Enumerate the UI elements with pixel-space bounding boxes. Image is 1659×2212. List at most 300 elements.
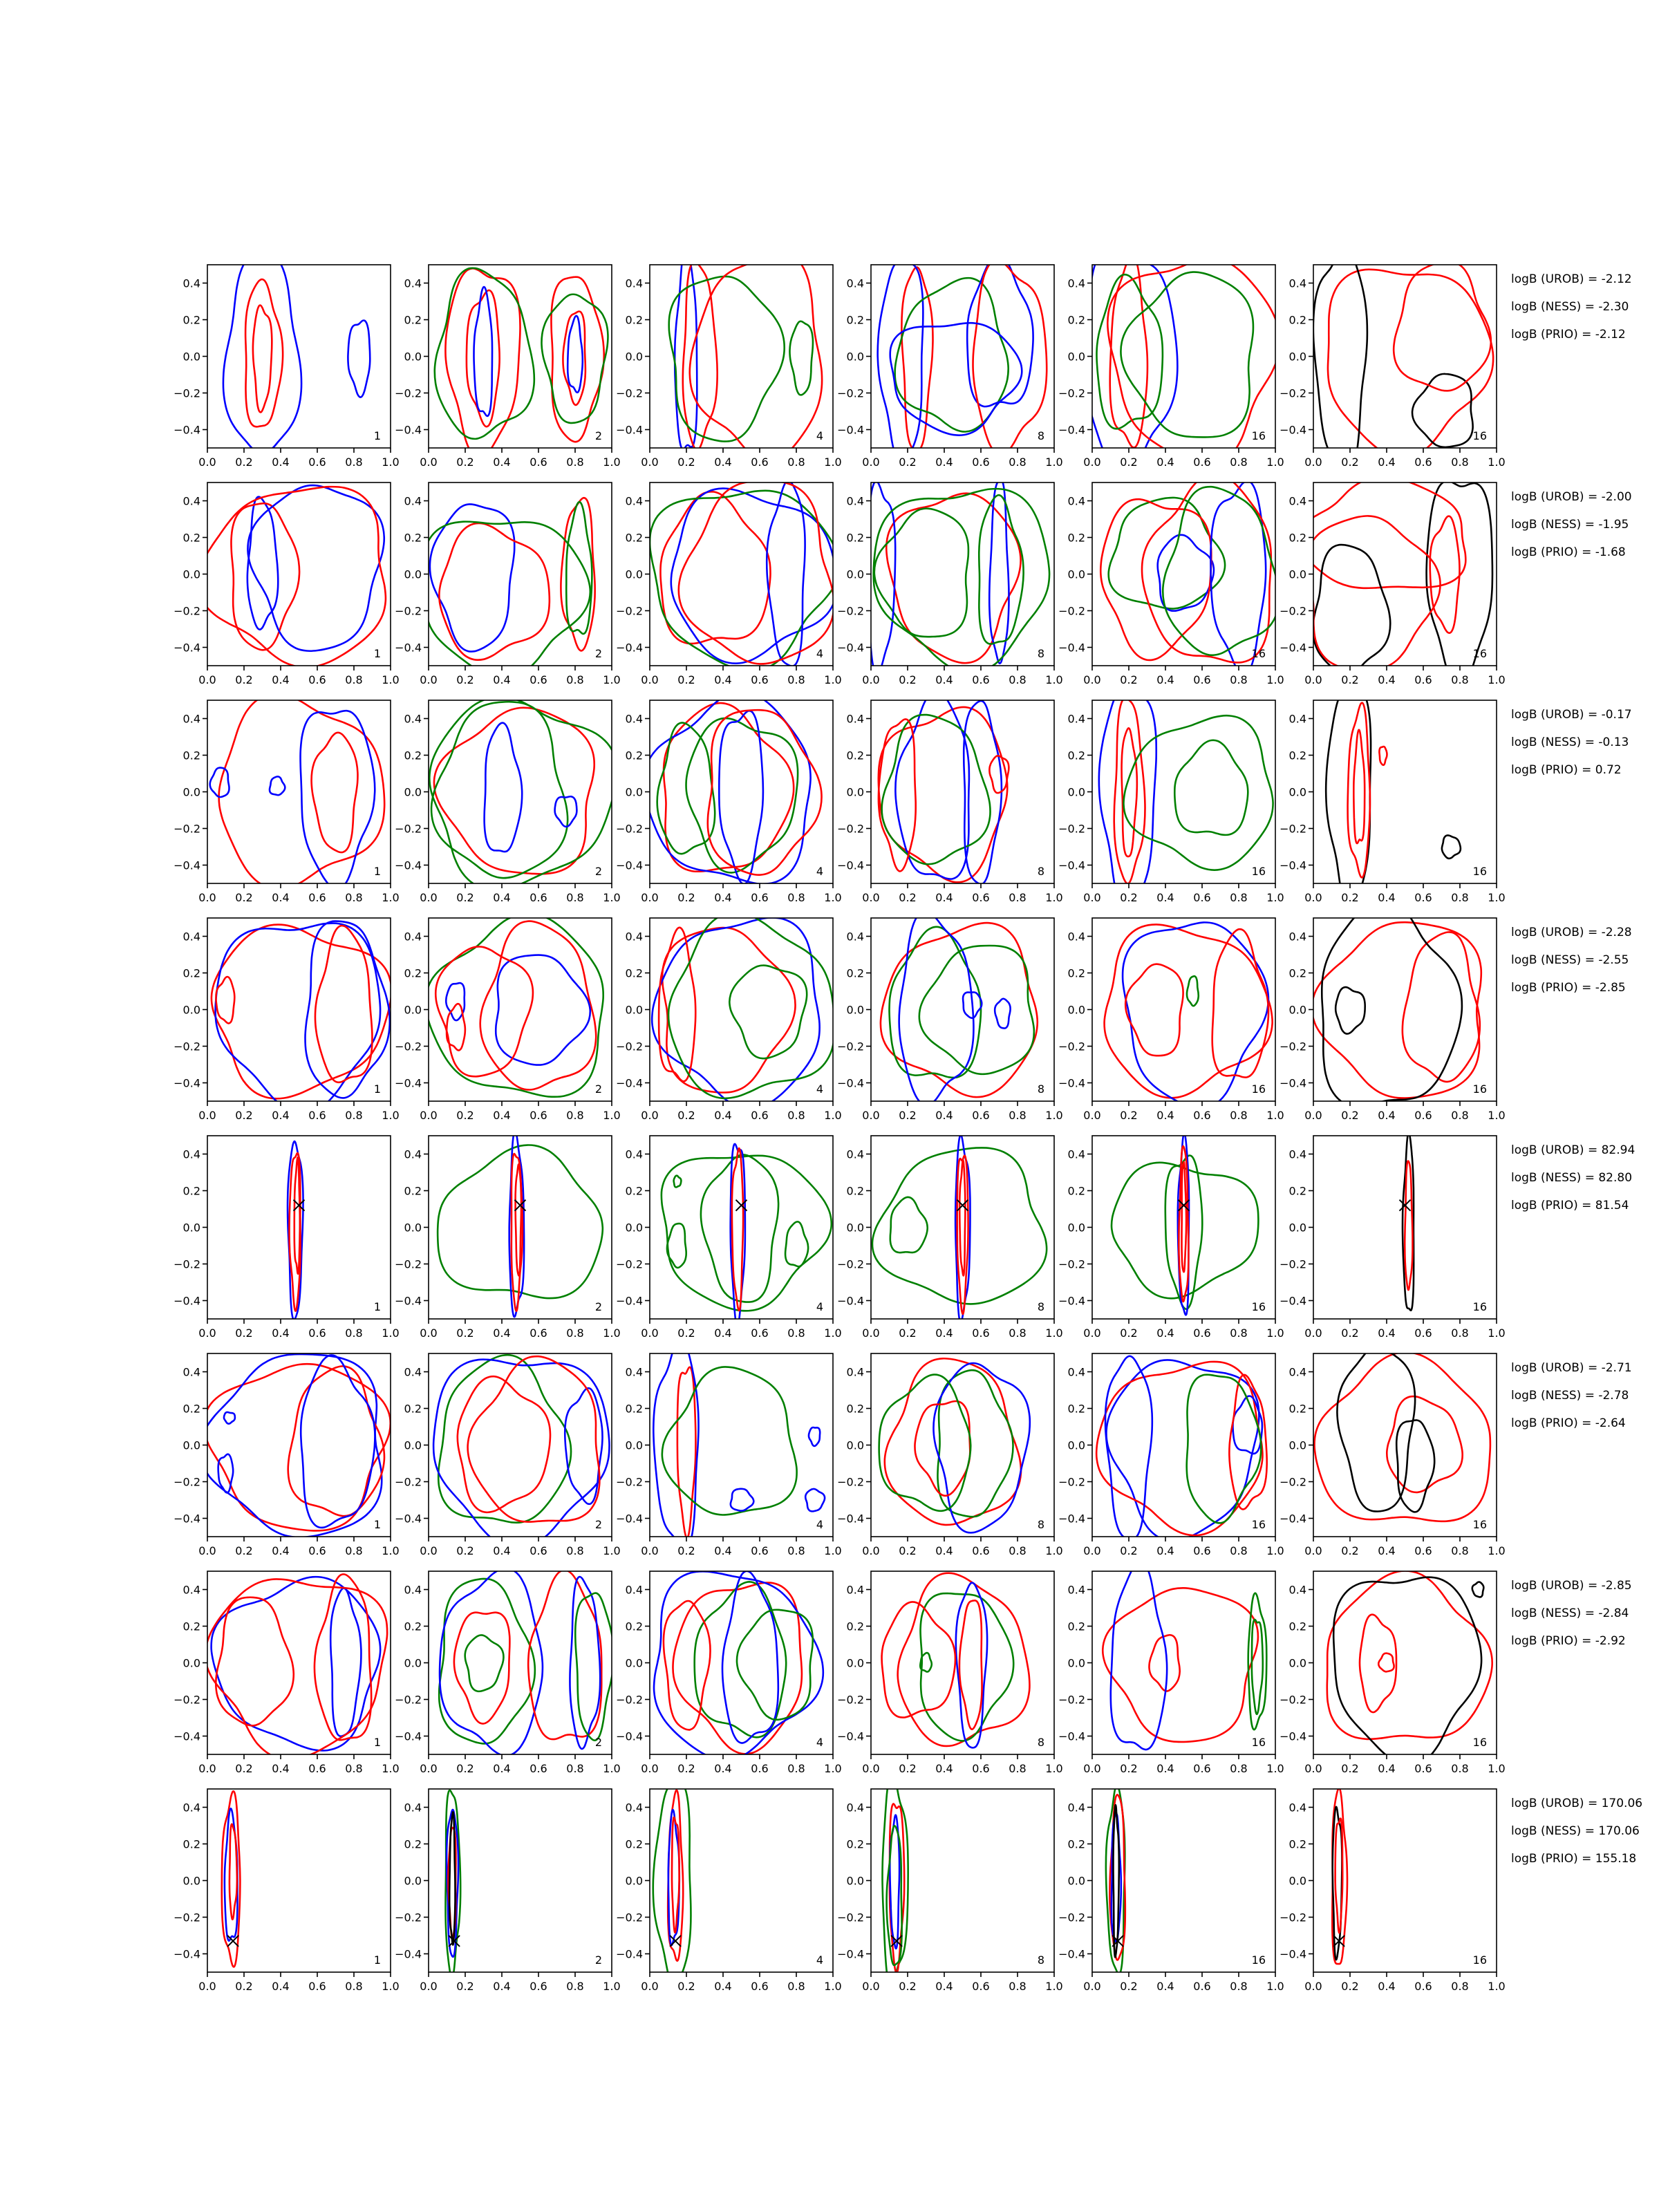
panel-number: 16 (1251, 865, 1266, 878)
y-tick-label: 0.0 (1067, 1221, 1085, 1235)
x-tick-label: 0.6 (1414, 1327, 1432, 1340)
panel-r2-c6 (1280, 477, 1506, 688)
y-tick-label: 0.4 (625, 1801, 643, 1815)
y-tick-label: 0.2 (182, 531, 200, 545)
x-tick-label: 0.6 (1193, 1980, 1211, 1993)
y-tick-label: 0.4 (1067, 276, 1085, 290)
panel-number: 16 (1472, 865, 1487, 878)
x-tick-label: 0.4 (1378, 456, 1396, 469)
x-tick-label: 0.6 (1193, 456, 1211, 469)
x-tick-label: 0.6 (751, 1327, 769, 1340)
x-tick-label: 1.0 (382, 1109, 400, 1122)
x-tick-label: 0.6 (751, 456, 769, 469)
y-tick-label: 0.2 (1067, 1402, 1085, 1416)
panel-number: 16 (1472, 647, 1487, 660)
panel-background (871, 265, 1054, 448)
y-tick-label: −0.4 (395, 641, 422, 655)
y-tick-label: −0.4 (837, 1947, 864, 1961)
y-tick-label: −0.2 (1280, 1693, 1306, 1707)
x-tick-label: 0.6 (529, 1762, 547, 1775)
x-tick-label: 0.4 (493, 456, 511, 469)
y-tick-label: 0.2 (404, 1184, 422, 1198)
x-tick-label: 0.0 (1083, 1109, 1101, 1122)
y-tick-label: −0.2 (395, 386, 422, 400)
y-tick-label: 0.0 (1288, 1874, 1306, 1888)
x-tick-label: 1.0 (603, 891, 621, 904)
y-tick-label: 0.2 (1067, 531, 1085, 545)
x-tick-label: 0.6 (308, 673, 326, 686)
logb-annotation: logB (PRIO) = -2.85 (1511, 981, 1626, 995)
figure-row-7 (174, 1562, 1631, 1775)
x-tick-label: 0.8 (1230, 1762, 1248, 1775)
panel-number: 1 (373, 1300, 381, 1313)
y-tick-label: 0.0 (1067, 785, 1085, 799)
y-tick-label: −0.4 (1058, 1512, 1085, 1526)
panel-r3-c1 (174, 694, 400, 904)
y-tick-label: 0.2 (1067, 1184, 1085, 1198)
y-tick-label: 0.0 (846, 785, 864, 799)
panel-number: 2 (594, 1300, 602, 1313)
y-tick-label: −0.4 (395, 1294, 422, 1308)
x-tick-label: 1.0 (382, 456, 400, 469)
y-tick-label: −0.2 (395, 1475, 422, 1489)
y-tick-label: 0.0 (182, 1874, 200, 1888)
x-tick-label: 0.0 (862, 1327, 880, 1340)
panel-background (650, 1789, 833, 1972)
y-tick-label: 0.2 (1288, 966, 1306, 980)
y-tick-label: −0.2 (1280, 1257, 1306, 1271)
x-tick-label: 0.2 (1120, 1980, 1138, 1993)
y-tick-label: −0.2 (1280, 1911, 1306, 1924)
x-tick-label: 0.0 (641, 1327, 659, 1340)
x-tick-label: 0.4 (493, 673, 511, 686)
y-tick-label: 0.2 (625, 1837, 643, 1851)
x-tick-label: 0.4 (272, 1327, 290, 1340)
y-tick-label: −0.2 (616, 1257, 643, 1271)
panel-r7-c1 (174, 1571, 400, 1775)
x-tick-label: 0.2 (1341, 1327, 1359, 1340)
x-tick-label: 0.0 (862, 1980, 880, 1993)
x-tick-label: 0.8 (345, 1544, 363, 1557)
y-tick-label: 0.2 (1067, 1620, 1085, 1633)
y-tick-label: 0.4 (625, 1147, 643, 1161)
x-tick-label: 0.8 (345, 1762, 363, 1775)
panel-r7-c4 (837, 1571, 1063, 1775)
x-tick-label: 0.0 (641, 1544, 659, 1557)
y-tick-label: 0.0 (404, 1656, 422, 1670)
x-tick-label: 0.4 (714, 1762, 732, 1775)
x-tick-label: 0.4 (935, 1544, 953, 1557)
y-tick-label: 0.2 (846, 1620, 864, 1633)
y-tick-label: 0.2 (625, 313, 643, 327)
x-tick-label: 0.0 (420, 673, 438, 686)
panel-background (871, 700, 1054, 883)
logb-annotation: logB (NESS) = -2.30 (1511, 300, 1629, 314)
panel-background (871, 482, 1054, 666)
panel-r1-c2 (395, 265, 621, 469)
x-tick-label: 0.6 (751, 891, 769, 904)
panel-number: 4 (816, 865, 823, 878)
x-tick-label: 1.0 (1266, 673, 1284, 686)
figure-row-5 (174, 1131, 1635, 1340)
y-tick-label: −0.2 (174, 822, 200, 836)
x-tick-label: 0.4 (1156, 1762, 1174, 1775)
y-tick-label: −0.4 (1280, 1294, 1306, 1308)
y-tick-label: −0.2 (174, 1257, 200, 1271)
x-tick-label: 0.6 (751, 1762, 769, 1775)
x-tick-label: 0.6 (1414, 456, 1432, 469)
panel-number: 1 (373, 1736, 381, 1749)
y-tick-label: 0.0 (182, 568, 200, 581)
y-tick-label: 0.2 (404, 966, 422, 980)
y-tick-label: 0.4 (404, 276, 422, 290)
x-tick-label: 0.6 (1193, 891, 1211, 904)
panel-number: 2 (594, 1082, 602, 1096)
panel-number: 8 (1037, 1300, 1044, 1313)
y-tick-label: 0.0 (1067, 1003, 1085, 1017)
x-tick-label: 0.0 (1083, 673, 1101, 686)
y-tick-label: 0.4 (846, 930, 864, 944)
y-tick-label: 0.0 (182, 1221, 200, 1235)
panel-number: 16 (1472, 429, 1487, 442)
y-tick-label: 0.4 (625, 930, 643, 944)
x-tick-label: 1.0 (1045, 1544, 1063, 1557)
x-tick-label: 0.6 (1414, 891, 1432, 904)
x-tick-label: 0.8 (1009, 1544, 1027, 1557)
figure-row-6 (174, 1338, 1631, 1557)
x-tick-label: 0.6 (529, 673, 547, 686)
x-tick-label: 1.0 (1488, 1109, 1506, 1122)
x-tick-label: 0.0 (198, 456, 216, 469)
y-tick-label: 0.4 (404, 1147, 422, 1161)
x-tick-label: 0.0 (641, 456, 659, 469)
y-tick-label: 0.2 (1288, 1402, 1306, 1416)
y-tick-label: 0.0 (1288, 1003, 1306, 1017)
panel-number: 4 (816, 1082, 823, 1096)
y-tick-label: −0.4 (1280, 1947, 1306, 1961)
x-tick-label: 0.4 (1378, 673, 1396, 686)
x-tick-label: 0.4 (935, 1762, 953, 1775)
x-tick-label: 0.0 (198, 1327, 216, 1340)
panel-r3-c6 (1280, 691, 1506, 912)
x-tick-label: 0.8 (1451, 1109, 1469, 1122)
y-tick-label: 0.4 (846, 276, 864, 290)
x-tick-label: 0.8 (345, 673, 363, 686)
panel-number: 4 (816, 647, 823, 660)
x-tick-label: 0.8 (1009, 1109, 1027, 1122)
y-tick-label: 0.0 (846, 350, 864, 364)
y-tick-label: 0.0 (1288, 568, 1306, 581)
panel-number: 2 (594, 1953, 602, 1967)
y-tick-label: 0.2 (846, 531, 864, 545)
x-tick-label: 0.8 (345, 1109, 363, 1122)
y-tick-label: 0.0 (625, 1438, 643, 1452)
x-tick-label: 1.0 (1266, 891, 1284, 904)
y-tick-label: 0.2 (404, 531, 422, 545)
panel-r7-c5 (1058, 1562, 1284, 1775)
x-tick-label: 0.2 (1341, 1544, 1359, 1557)
y-tick-label: −0.2 (837, 386, 864, 400)
x-tick-label: 0.6 (308, 1762, 326, 1775)
y-tick-label: 0.2 (1288, 1184, 1306, 1198)
x-tick-label: 0.4 (935, 891, 953, 904)
y-tick-label: −0.4 (1058, 1076, 1085, 1090)
x-tick-label: 0.4 (1378, 1762, 1396, 1775)
logb-annotation: logB (UROB) = -0.17 (1511, 708, 1632, 722)
x-tick-label: 0.2 (677, 1544, 695, 1557)
y-tick-label: 0.4 (182, 1801, 200, 1815)
y-tick-label: −0.2 (837, 1040, 864, 1053)
x-tick-label: 0.8 (1230, 891, 1248, 904)
y-tick-label: −0.4 (395, 1076, 422, 1090)
x-tick-label: 0.4 (1378, 1327, 1396, 1340)
x-tick-label: 0.8 (566, 673, 584, 686)
y-tick-label: −0.2 (616, 1475, 643, 1489)
x-tick-label: 0.8 (787, 1544, 805, 1557)
x-tick-label: 0.2 (899, 1544, 917, 1557)
x-tick-label: 0.4 (1378, 1544, 1396, 1557)
y-tick-label: 0.4 (404, 1365, 422, 1379)
x-tick-label: 0.2 (1341, 1109, 1359, 1122)
y-tick-label: 0.0 (404, 350, 422, 364)
y-tick-label: −0.2 (1058, 1693, 1085, 1707)
x-tick-label: 0.2 (235, 1544, 253, 1557)
y-tick-label: −0.4 (1058, 859, 1085, 872)
y-tick-label: 0.2 (182, 313, 200, 327)
panel-number: 16 (1472, 1518, 1487, 1531)
x-tick-label: 0.4 (1156, 1980, 1174, 1993)
logb-annotation: logB (NESS) = -0.13 (1511, 735, 1629, 749)
x-tick-label: 0.0 (862, 891, 880, 904)
y-tick-label: −0.2 (1280, 604, 1306, 618)
panel-r5-c3 (616, 1136, 842, 1340)
panel-r3-c5 (1058, 688, 1284, 910)
panel-number: 16 (1472, 1082, 1487, 1096)
y-tick-label: −0.4 (1280, 641, 1306, 655)
logb-annotation: logB (UROB) = 170.06 (1511, 1797, 1643, 1810)
x-tick-label: 0.6 (972, 673, 990, 686)
logb-annotation: logB (NESS) = -1.95 (1511, 518, 1629, 532)
x-tick-label: 1.0 (1045, 456, 1063, 469)
panel-r1-c1 (174, 252, 400, 469)
logb-annotation: logB (UROB) = -2.28 (1511, 926, 1632, 939)
x-tick-label: 0.0 (1083, 1544, 1101, 1557)
panel-number: 1 (373, 1953, 381, 1967)
x-tick-label: 0.6 (308, 1109, 326, 1122)
x-tick-label: 0.0 (1304, 1762, 1322, 1775)
x-tick-label: 0.8 (1230, 1109, 1248, 1122)
panel-number: 16 (1472, 1300, 1487, 1313)
x-tick-label: 1.0 (824, 673, 842, 686)
x-tick-label: 1.0 (1488, 1544, 1506, 1557)
panel-background (207, 1353, 391, 1537)
x-tick-label: 1.0 (382, 1762, 400, 1775)
y-tick-label: 0.0 (404, 1003, 422, 1017)
x-tick-label: 0.2 (1120, 1762, 1138, 1775)
x-tick-label: 1.0 (382, 673, 400, 686)
x-tick-label: 1.0 (1045, 1980, 1063, 1993)
x-tick-label: 0.6 (308, 456, 326, 469)
x-tick-label: 0.0 (641, 673, 659, 686)
y-tick-label: 0.2 (846, 313, 864, 327)
logb-annotation: logB (PRIO) = 155.18 (1511, 1852, 1637, 1866)
x-tick-label: 0.8 (1009, 673, 1027, 686)
x-tick-label: 1.0 (1266, 456, 1284, 469)
y-tick-label: −0.4 (174, 1076, 200, 1090)
panel-background (429, 918, 612, 1101)
y-tick-label: 0.4 (404, 1583, 422, 1597)
x-tick-label: 1.0 (1266, 1327, 1284, 1340)
y-tick-label: 0.4 (404, 1801, 422, 1815)
panel-background (650, 700, 833, 883)
x-tick-label: 0.0 (862, 673, 880, 686)
y-tick-label: 0.4 (625, 494, 643, 508)
logb-annotation: logB (PRIO) = -2.12 (1511, 328, 1626, 341)
x-tick-label: 0.8 (1451, 1980, 1469, 1993)
y-tick-label: −0.4 (616, 1512, 643, 1526)
y-tick-label: −0.4 (616, 1730, 643, 1743)
x-tick-label: 1.0 (603, 1327, 621, 1340)
y-tick-label: 0.0 (404, 568, 422, 581)
panel-background (871, 918, 1054, 1101)
logb-annotation: logB (NESS) = -2.55 (1511, 953, 1629, 967)
y-tick-label: −0.2 (395, 604, 422, 618)
y-tick-label: −0.2 (395, 822, 422, 836)
x-tick-label: 0.0 (862, 1762, 880, 1775)
x-tick-label: 1.0 (382, 1980, 400, 1993)
x-tick-label: 0.8 (1451, 673, 1469, 686)
panel-r4-c2 (395, 913, 621, 1122)
x-tick-label: 0.4 (272, 456, 290, 469)
panel-r5-c4 (837, 1135, 1063, 1340)
y-tick-label: 0.0 (625, 350, 643, 364)
x-tick-label: 0.2 (1120, 456, 1138, 469)
panel-r3-c2 (395, 697, 621, 904)
panel-r2-c4 (837, 479, 1063, 686)
y-tick-label: −0.2 (174, 1475, 200, 1489)
panel-number: 8 (1037, 865, 1044, 878)
x-tick-label: 0.4 (935, 1327, 953, 1340)
y-tick-label: −0.4 (616, 1947, 643, 1961)
x-tick-label: 0.2 (1120, 891, 1138, 904)
y-tick-label: 0.4 (1288, 1365, 1306, 1379)
x-tick-label: 1.0 (824, 1762, 842, 1775)
y-tick-label: −0.2 (1058, 1257, 1085, 1271)
y-tick-label: 0.2 (846, 966, 864, 980)
x-tick-label: 0.2 (899, 1980, 917, 1993)
x-tick-label: 0.2 (1341, 673, 1359, 686)
y-tick-label: −0.2 (395, 1911, 422, 1924)
logb-annotation: logB (PRIO) = -2.64 (1511, 1416, 1626, 1430)
x-tick-label: 1.0 (382, 1327, 400, 1340)
x-tick-label: 1.0 (1045, 673, 1063, 686)
x-tick-label: 0.4 (493, 1544, 511, 1557)
x-tick-label: 0.6 (308, 1327, 326, 1340)
panel-r1-c4 (837, 256, 1063, 469)
panel-number: 16 (1251, 1518, 1266, 1531)
x-tick-label: 1.0 (1488, 673, 1506, 686)
x-tick-label: 1.0 (824, 1327, 842, 1340)
x-tick-label: 0.6 (972, 1762, 990, 1775)
panel-r2-c1 (174, 482, 400, 686)
x-tick-label: 1.0 (603, 1109, 621, 1122)
y-tick-label: 0.0 (1288, 1438, 1306, 1452)
x-tick-label: 0.8 (566, 1109, 584, 1122)
y-tick-label: −0.4 (837, 859, 864, 872)
panel-number: 16 (1251, 1953, 1266, 1967)
panel-number: 8 (1037, 1082, 1044, 1096)
y-tick-label: 0.0 (625, 785, 643, 799)
x-tick-label: 1.0 (1266, 1980, 1284, 1993)
y-tick-label: −0.4 (1058, 423, 1085, 437)
x-tick-label: 0.8 (345, 1980, 363, 1993)
y-tick-label: 0.4 (846, 494, 864, 508)
x-tick-label: 0.4 (714, 1980, 732, 1993)
y-tick-label: 0.4 (182, 930, 200, 944)
y-tick-label: 0.2 (404, 1620, 422, 1633)
panel-background (207, 700, 391, 883)
x-tick-label: 0.2 (235, 456, 253, 469)
figure-row-2 (174, 474, 1631, 688)
y-tick-label: 0.0 (404, 1438, 422, 1452)
x-tick-label: 1.0 (603, 1980, 621, 1993)
y-tick-label: 0.0 (404, 1221, 422, 1235)
x-tick-label: 0.6 (308, 1544, 326, 1557)
logb-annotation: logB (PRIO) = -2.92 (1511, 1634, 1626, 1648)
x-tick-label: 0.6 (972, 1544, 990, 1557)
x-tick-label: 0.8 (345, 891, 363, 904)
logb-annotation: logB (PRIO) = 0.72 (1511, 763, 1622, 777)
x-tick-label: 0.0 (420, 456, 438, 469)
y-tick-label: −0.4 (174, 423, 200, 437)
x-tick-label: 0.0 (420, 1980, 438, 1993)
x-tick-label: 0.4 (493, 891, 511, 904)
x-tick-label: 0.6 (972, 1327, 990, 1340)
y-tick-label: 0.2 (404, 313, 422, 327)
y-tick-label: 0.0 (846, 568, 864, 581)
y-tick-label: −0.2 (837, 604, 864, 618)
x-tick-label: 0.8 (566, 1327, 584, 1340)
panel-number: 2 (594, 865, 602, 878)
panel-background (1313, 482, 1497, 666)
x-tick-label: 0.6 (1414, 673, 1432, 686)
x-tick-label: 0.0 (198, 891, 216, 904)
panel-number: 16 (1251, 429, 1266, 442)
x-tick-label: 0.2 (235, 1762, 253, 1775)
x-tick-label: 0.4 (714, 673, 732, 686)
y-tick-label: 0.2 (182, 749, 200, 762)
y-tick-label: 0.2 (846, 1184, 864, 1198)
y-tick-label: −0.2 (1280, 822, 1306, 836)
x-tick-label: 0.2 (899, 891, 917, 904)
y-tick-label: −0.4 (1280, 1512, 1306, 1526)
y-tick-label: −0.2 (616, 1693, 643, 1707)
x-tick-label: 0.4 (1156, 456, 1174, 469)
panel-background (650, 918, 833, 1101)
panel-r2-c2 (395, 482, 621, 686)
x-tick-label: 0.4 (493, 1109, 511, 1122)
x-tick-label: 0.4 (1378, 891, 1396, 904)
x-tick-label: 1.0 (1488, 1762, 1506, 1775)
x-tick-label: 0.2 (235, 1327, 253, 1340)
y-tick-label: 0.0 (1288, 785, 1306, 799)
y-tick-label: 0.4 (846, 1147, 864, 1161)
y-tick-label: −0.2 (837, 1693, 864, 1707)
x-tick-label: 0.0 (1083, 456, 1101, 469)
x-tick-label: 0.6 (1193, 1109, 1211, 1122)
y-tick-label: −0.2 (1058, 1040, 1085, 1053)
x-tick-label: 0.2 (456, 673, 474, 686)
